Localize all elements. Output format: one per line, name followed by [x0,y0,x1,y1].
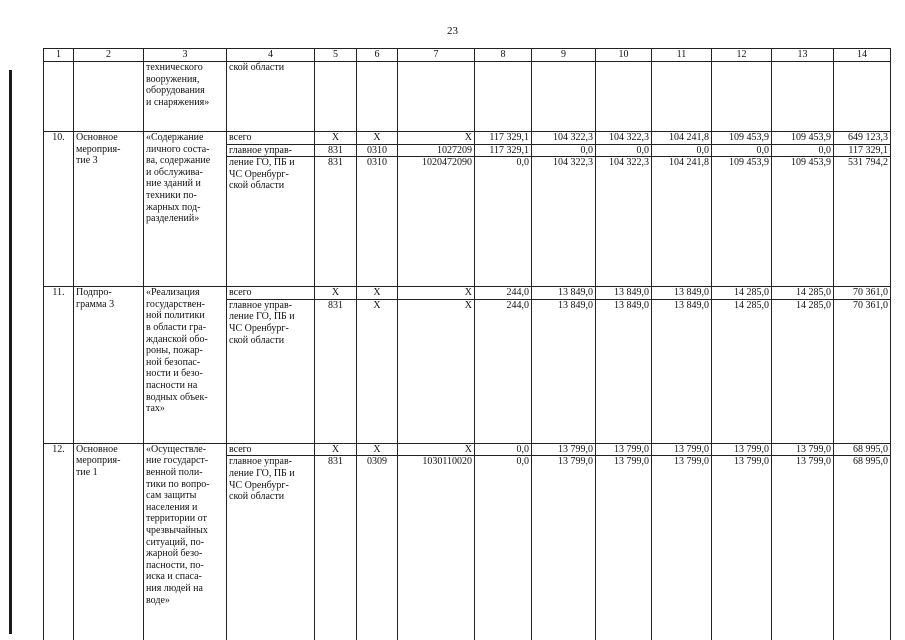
cell-c9: 0,0 [532,144,596,157]
cell-c11: 104 241,8 [652,157,712,287]
cell-responsible [227,62,315,132]
responsible-line: главное управ- [229,299,292,311]
name-line: «Содержание [146,132,204,143]
status-line: мероприя- [76,143,121,155]
responsible-line: главное управ- [229,456,292,468]
cell-c7: Х [398,299,475,443]
name-line: венной поли- [146,466,203,478]
cell-c7: 1027209 [398,144,475,157]
row-number: 11. [44,287,74,444]
status-line: тие 1 [76,466,98,478]
cell-c7: 1030110020 [398,456,475,640]
name-line: пасности, по- [146,559,204,571]
cell-c5: Х [315,132,357,145]
name-line: в области гра- [146,321,207,333]
cell-c11: 13 849,0 [652,287,712,300]
cell-c5: 831 [315,157,357,287]
cell-c8: 0,0 [475,456,532,640]
cell-c6: 0310 [357,144,398,157]
status-line: Основное [76,443,118,455]
responsible-line: ской области [229,180,285,192]
name-line: и снаряжения» [146,96,210,108]
cell-c6: Х [357,287,398,300]
column-header-2: 2 [74,49,144,62]
program-name [144,443,227,640]
responsible-line: ление ГО, ПБ и [229,157,295,169]
name-line: ния людей на [146,582,203,594]
name-line: «Реализация [146,287,200,299]
cell-c14: 531 794,2 [834,157,891,287]
column-header-5: 5 [315,49,357,62]
cell-c9: 13 799,0 [532,443,596,456]
cell-c11: 13 849,0 [652,299,712,443]
name-line: и обслужива- [146,166,203,178]
name-line: ситуаций, по- [146,536,205,548]
cell-c13: 14 285,0 [772,299,834,443]
responsible-line: ской области [229,491,285,503]
cell-c5 [315,62,357,132]
column-header-9: 9 [532,49,596,62]
cell-c6: Х [357,132,398,145]
cell-c14: 68 995,0 [834,443,891,456]
program-status [74,443,144,640]
cell-c10: 104 322,3 [596,157,652,287]
cell-c6: 0310 [357,157,398,287]
status-line: тие 3 [76,155,98,167]
cell-c10: 13 799,0 [596,456,652,640]
cell-c9: 104 322,3 [532,157,596,287]
responsible-line: ской области [229,62,285,73]
name-line: жарной безо- [146,548,203,560]
cell-c6: Х [357,443,398,456]
column-header-4: 4 [227,49,315,62]
continuation-row [44,62,891,132]
column-header-8: 8 [475,49,532,62]
cell-c8: 0,0 [475,157,532,287]
cell-c8: 244,0 [475,299,532,443]
cell-c14 [834,62,891,132]
row-number: 12. [44,443,74,640]
cell-c13: 13 799,0 [772,443,834,456]
table-row [44,132,891,145]
name-line: водных объек- [146,391,208,403]
cell-c10: 0,0 [596,144,652,157]
name-line: ва, содержание [146,155,211,167]
name-line: вооружения, [146,73,200,85]
status-line: Основное [76,132,118,143]
cell-c5: 831 [315,144,357,157]
responsible-line: ЧС Оренбург- [229,479,289,491]
column-header-6: 6 [357,49,398,62]
column-header-13: 13 [772,49,834,62]
program-status [74,132,144,287]
responsible-executor [227,132,315,145]
cell-c5: Х [315,443,357,456]
cell-c9: 104 322,3 [532,132,596,145]
program-name [144,287,227,444]
name-line: разделений» [146,213,200,225]
column-header-11: 11 [652,49,712,62]
cell-c10: 104 322,3 [596,132,652,145]
column-header-1: 1 [44,49,74,62]
cell-c13: 109 453,9 [772,157,834,287]
name-line: ности и безо- [146,368,203,380]
cell-c13: 14 285,0 [772,287,834,300]
cell-c13: 109 453,9 [772,132,834,145]
budget-table [43,48,891,640]
name-line: жданской обо- [146,333,208,345]
status-line: Подпро- [76,287,112,299]
name-line: техники по- [146,189,197,201]
cell-c8: 117 329,1 [475,144,532,157]
cell-c12: 0,0 [712,144,772,157]
cell-c8: 0,0 [475,443,532,456]
responsible-executor [227,144,315,157]
cell-num [44,62,74,132]
cell-c8: 244,0 [475,287,532,300]
cell-c5: 831 [315,456,357,640]
name-line: ной безопас- [146,356,201,368]
cell-c6: Х [357,299,398,443]
cell-c8: 117 329,1 [475,132,532,145]
name-line: территории от [146,513,207,525]
cell-status [74,62,144,132]
column-header-7: 7 [398,49,475,62]
program-status [74,287,144,444]
name-line: сам защиты [146,490,197,502]
responsible-line: ление ГО, ПБ и [229,467,295,479]
cell-c9 [532,62,596,132]
cell-c14: 649 123,3 [834,132,891,145]
table-row [44,287,891,300]
cell-c10: 13 849,0 [596,287,652,300]
cell-c11: 0,0 [652,144,712,157]
name-line: ние зданий и [146,178,201,190]
responsible-line: всего [229,132,252,143]
name-line: роны, пожар- [146,345,203,357]
cell-c8 [475,62,532,132]
name-line: технического [146,62,203,73]
cell-c11 [652,62,712,132]
column-header-14: 14 [834,49,891,62]
cell-c7: 1020472090 [398,157,475,287]
responsible-line: главное управ- [229,144,292,156]
name-line: ной политики [146,310,205,322]
name-line: тики по вопро- [146,478,210,490]
responsible-executor [227,443,315,456]
cell-c6: 0309 [357,456,398,640]
cell-c7: Х [398,287,475,300]
column-header-10: 10 [596,49,652,62]
cell-c14: 68 995,0 [834,456,891,640]
cell-c7: Х [398,132,475,145]
cell-c14: 70 361,0 [834,287,891,300]
responsible-executor [227,287,315,300]
name-line: «Осуществле- [146,443,207,455]
cell-c12: 13 799,0 [712,456,772,640]
responsible-line: ление ГО, ПБ и [229,311,295,323]
cell-c10 [596,62,652,132]
cell-c5: 831 [315,299,357,443]
responsible-line: ской области [229,334,285,346]
row-number: 10. [44,132,74,287]
responsible-line: всего [229,443,252,455]
responsible-executor [227,299,315,443]
cell-c12: 14 285,0 [712,299,772,443]
program-name [144,132,227,287]
table-row [44,443,891,456]
cell-c12: 14 285,0 [712,287,772,300]
name-line: тах» [146,403,165,415]
cell-c7: Х [398,443,475,456]
scan-edge-bar [9,70,12,634]
cell-c14: 117 329,1 [834,144,891,157]
name-line: воде» [146,594,170,606]
cell-c12: 109 453,9 [712,132,772,145]
cell-c11: 13 799,0 [652,456,712,640]
name-line: жарных под- [146,201,201,213]
page-number: 23 [447,25,458,37]
responsible-line: всего [229,287,252,299]
name-line: государствен- [146,298,205,310]
cell-c10: 13 849,0 [596,299,652,443]
cell-c9: 13 849,0 [532,287,596,300]
cell-c11: 13 799,0 [652,443,712,456]
name-line: населения и [146,501,198,513]
name-line: пасности на [146,379,198,391]
column-header-3: 3 [144,49,227,62]
cell-c6 [357,62,398,132]
name-line: оборудования [146,85,205,97]
column-number-row [44,49,891,62]
cell-c5: Х [315,287,357,300]
responsible-line: ЧС Оренбург- [229,322,289,334]
responsible-executor [227,157,315,287]
name-line: иска и спаса- [146,571,202,583]
cell-c13: 13 799,0 [772,456,834,640]
cell-name [144,62,227,132]
cell-c10: 13 799,0 [596,443,652,456]
cell-c9: 13 849,0 [532,299,596,443]
name-line: ние государст- [146,455,209,467]
responsible-executor [227,456,315,640]
cell-c11: 104 241,8 [652,132,712,145]
cell-c12 [712,62,772,132]
responsible-line: ЧС Оренбург- [229,168,289,180]
cell-c13 [772,62,834,132]
cell-c13: 0,0 [772,144,834,157]
name-line: чрезвычайных [146,524,208,536]
status-line: грамма 3 [76,298,115,310]
name-line: личного соста- [146,143,210,155]
cell-c14: 70 361,0 [834,299,891,443]
status-line: мероприя- [76,455,121,467]
column-header-12: 12 [712,49,772,62]
cell-c7 [398,62,475,132]
cell-c9: 13 799,0 [532,456,596,640]
cell-c12: 13 799,0 [712,443,772,456]
cell-c12: 109 453,9 [712,157,772,287]
